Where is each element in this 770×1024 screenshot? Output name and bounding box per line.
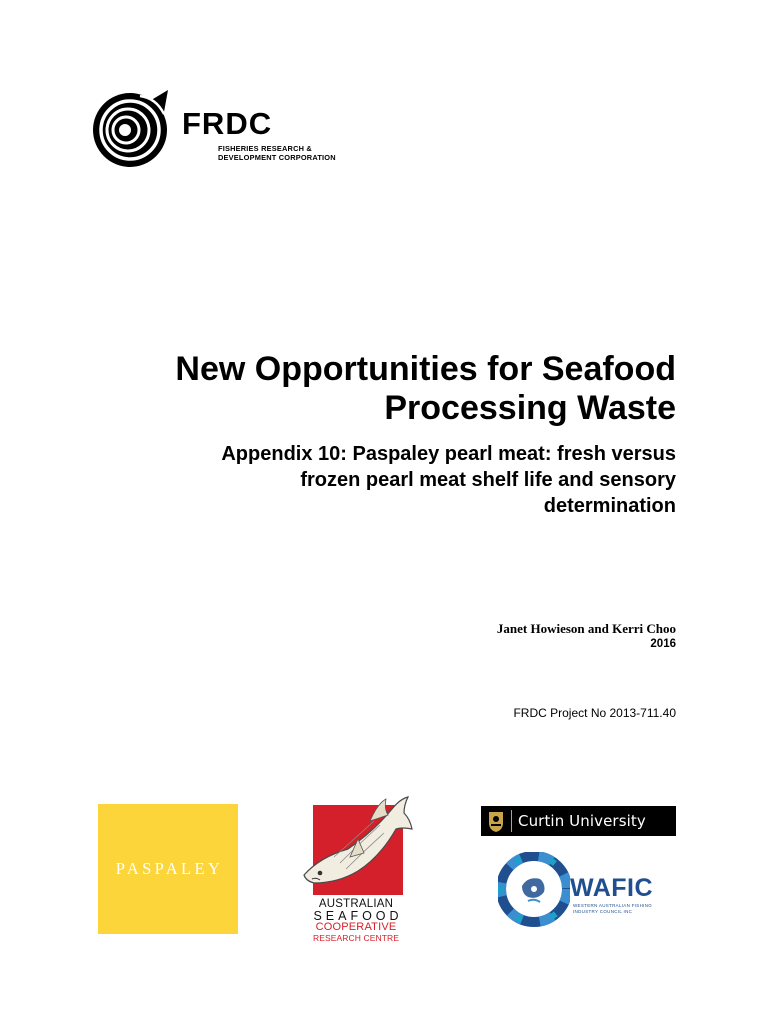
curtin-crest-icon (481, 806, 511, 836)
seafood-line-seafood: SEAFOOD (313, 909, 403, 923)
wafic-subtitle: WESTERN AUSTRALIAN FISHING INDUSTRY COUNCIL INC (573, 903, 653, 914)
seafood-line-cooperative: COOPERATIVE (315, 921, 397, 933)
wafic-logo (498, 852, 668, 927)
frdc-wordmark: FRDC (182, 106, 273, 141)
publication-year: 2016 (650, 638, 676, 650)
wafic-wordmark: WAFIC (570, 874, 654, 902)
project-number: FRDC Project No 2013-711.40 (513, 706, 676, 720)
frdc-emblem-icon (90, 88, 170, 168)
appendix-title: Appendix 10: Paspaley pearl meat: fresh versus frozen pearl meat shelf life and sensory determination (221, 443, 676, 517)
curtin-university-logo (481, 806, 676, 836)
paspaley-wordmark: PASPALEY (115, 859, 224, 878)
seafood-line-australian: AUSTRALIAN (318, 898, 394, 910)
frdc-subtitle: FISHERIES RESEARCH & DEVELOPMENT CORPORATION (218, 144, 336, 162)
curtin-divider (511, 810, 512, 832)
authors: Janet Howieson and Kerri Choo (496, 621, 676, 636)
seafood-crc-logo (300, 795, 415, 945)
paspaley-logo (98, 804, 238, 934)
curtin-wordmark: Curtin University (518, 812, 646, 830)
title-block (56, 350, 676, 519)
report-title: New Opportunities for Seafood Processing Waste (175, 350, 676, 427)
frdc-logo (90, 88, 360, 168)
seafood-line-research-centre: RESEARCH CENTRE (312, 933, 400, 943)
seafood-fish-icon (300, 795, 415, 897)
wafic-emblem-icon (498, 852, 570, 927)
